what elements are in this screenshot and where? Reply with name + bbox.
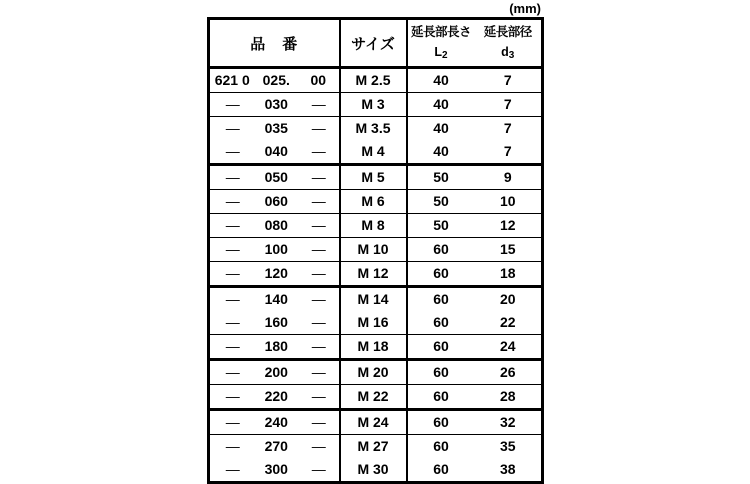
column-header-ext-length-label: 延長部長さ — [410, 24, 471, 39]
symbol-d-index: 3 — [508, 49, 515, 61]
table-row — [209, 165, 543, 190]
cell-part-number — [209, 360, 340, 385]
part-number-suffix: — — [311, 414, 325, 430]
part-number-code: 030 — [264, 96, 288, 112]
part-number-suffix: — — [311, 143, 325, 159]
part-number-group — [210, 288, 339, 311]
part-number-code: 040 — [264, 143, 288, 159]
column-header-ext-length-symbol — [408, 40, 475, 62]
cell-size: M 2.5 — [340, 68, 407, 93]
cell-ext-length: 60 — [407, 335, 475, 360]
cell-ext-length: 60 — [407, 311, 475, 335]
cell-part-number — [209, 385, 340, 410]
part-number-prefix: — — [225, 169, 239, 185]
cell-size: M 12 — [340, 262, 407, 287]
cell-size: M 18 — [340, 335, 407, 360]
part-number-suffix: — — [311, 314, 325, 330]
cell-ext-length: 60 — [407, 458, 475, 483]
column-header-ext-length — [407, 19, 475, 68]
part-number-suffix: — — [311, 291, 325, 307]
table-row — [209, 93, 543, 117]
part-number-suffix: — — [311, 120, 325, 136]
part-number-group — [210, 69, 339, 92]
part-number-code: 120 — [264, 265, 288, 281]
cell-ext-length: 50 — [407, 165, 475, 190]
cell-ext-diameter: 28 — [475, 385, 543, 410]
cell-ext-length: 50 — [407, 214, 475, 238]
part-number-suffix: — — [311, 217, 325, 233]
part-number-code: 300 — [264, 461, 288, 477]
part-number-group — [210, 93, 339, 116]
part-number-code: 035 — [264, 120, 288, 136]
cell-part-number — [209, 93, 340, 117]
cell-size: M 24 — [340, 410, 407, 435]
part-number-prefix: — — [225, 265, 239, 281]
part-number-code: 050 — [264, 169, 288, 185]
cell-ext-diameter: 9 — [475, 165, 543, 190]
part-number-code: 200 — [264, 364, 288, 380]
part-number-prefix: — — [225, 438, 239, 454]
part-number-prefix: — — [225, 241, 239, 257]
cell-ext-diameter: 7 — [475, 140, 543, 165]
part-number-suffix: — — [311, 96, 325, 112]
cell-ext-diameter: 10 — [475, 190, 543, 214]
table-row — [209, 385, 543, 410]
cell-part-number — [209, 190, 340, 214]
part-number-suffix: — — [311, 265, 325, 281]
cell-ext-length: 60 — [407, 410, 475, 435]
column-header-ext-diameter-symbol — [475, 40, 542, 62]
cell-part-number — [209, 287, 340, 312]
cell-part-number — [209, 68, 340, 93]
cell-ext-length: 60 — [407, 238, 475, 262]
cell-part-number — [209, 238, 340, 262]
table-header-row — [209, 19, 543, 68]
cell-ext-diameter: 7 — [475, 68, 543, 93]
cell-size: M 14 — [340, 287, 407, 312]
cell-ext-length: 60 — [407, 287, 475, 312]
part-number-suffix: — — [311, 193, 325, 209]
cell-part-number — [209, 117, 340, 141]
cell-ext-length: 40 — [407, 68, 475, 93]
table-row — [209, 190, 543, 214]
part-number-prefix: — — [225, 120, 239, 136]
table-row — [209, 458, 543, 483]
cell-part-number — [209, 458, 340, 483]
part-number-group — [210, 214, 339, 237]
part-number-code: 270 — [264, 438, 288, 454]
table-row — [209, 410, 543, 435]
part-number-suffix: 00 — [310, 72, 327, 88]
cell-ext-length: 60 — [407, 360, 475, 385]
cell-part-number — [209, 214, 340, 238]
part-number-group — [210, 190, 339, 213]
part-number-prefix: 621 0 — [214, 72, 250, 88]
cell-ext-length: 60 — [407, 262, 475, 287]
column-header-part-number: 品 番 — [209, 19, 340, 68]
table-body — [209, 68, 543, 483]
part-number-group — [210, 166, 339, 189]
cell-ext-diameter: 35 — [475, 435, 543, 459]
cell-size: M 3 — [340, 93, 407, 117]
part-number-code: 160 — [264, 314, 288, 330]
cell-size: M 16 — [340, 311, 407, 335]
table-header — [209, 19, 543, 68]
table-row — [209, 238, 543, 262]
table-row — [209, 360, 543, 385]
cell-ext-diameter: 7 — [475, 117, 543, 141]
cell-ext-diameter: 38 — [475, 458, 543, 483]
table-row — [209, 140, 543, 165]
table-row — [209, 435, 543, 459]
cell-ext-diameter: 12 — [475, 214, 543, 238]
part-number-prefix: — — [225, 291, 239, 307]
part-number-suffix: — — [311, 364, 325, 380]
cell-size: M 3.5 — [340, 117, 407, 141]
cell-size: M 5 — [340, 165, 407, 190]
part-number-code: 220 — [264, 388, 288, 404]
part-number-group — [210, 117, 339, 140]
cell-size: M 4 — [340, 140, 407, 165]
part-number-group — [210, 385, 339, 408]
part-number-suffix: — — [311, 388, 325, 404]
cell-ext-diameter: 18 — [475, 262, 543, 287]
symbol-d: d — [501, 44, 509, 59]
cell-part-number — [209, 140, 340, 165]
cell-ext-length: 40 — [407, 93, 475, 117]
cell-ext-diameter: 26 — [475, 360, 543, 385]
part-number-code: 025. — [262, 72, 290, 88]
cell-ext-length: 60 — [407, 385, 475, 410]
part-number-suffix: — — [311, 241, 325, 257]
part-number-group — [210, 311, 339, 334]
cell-ext-diameter: 7 — [475, 93, 543, 117]
part-number-suffix: — — [311, 461, 325, 477]
spec-table-container — [207, 17, 541, 484]
part-number-prefix: — — [225, 143, 239, 159]
part-number-code: 100 — [264, 241, 288, 257]
unit-note: (mm) — [509, 1, 541, 16]
part-number-code: 080 — [264, 217, 288, 233]
table-row — [209, 214, 543, 238]
column-header-size: サイズ — [340, 19, 407, 68]
cell-part-number — [209, 410, 340, 435]
cell-ext-diameter: 15 — [475, 238, 543, 262]
table-row — [209, 117, 543, 141]
part-number-prefix: — — [225, 314, 239, 330]
part-number-group — [210, 411, 339, 434]
cell-ext-length: 40 — [407, 140, 475, 165]
part-number-code: 060 — [264, 193, 288, 209]
part-number-suffix: — — [311, 438, 325, 454]
part-number-prefix: — — [225, 364, 239, 380]
symbol-l: L — [434, 44, 443, 59]
cell-size: M 22 — [340, 385, 407, 410]
cell-part-number — [209, 165, 340, 190]
part-number-prefix: — — [225, 96, 239, 112]
part-number-group — [210, 335, 339, 358]
cell-part-number — [209, 435, 340, 459]
cell-ext-diameter: 24 — [475, 335, 543, 360]
cell-size: M 8 — [340, 214, 407, 238]
cell-size: M 30 — [340, 458, 407, 483]
table-row — [209, 68, 543, 93]
cell-size: M 20 — [340, 360, 407, 385]
part-number-suffix: — — [311, 338, 325, 354]
cell-part-number — [209, 311, 340, 335]
part-number-code: 140 — [264, 291, 288, 307]
part-number-prefix: — — [225, 414, 239, 430]
specification-table — [207, 17, 544, 484]
table-row — [209, 287, 543, 312]
part-number-group — [210, 238, 339, 261]
cell-ext-length: 50 — [407, 190, 475, 214]
part-number-prefix: — — [225, 217, 239, 233]
part-number-group — [210, 435, 339, 458]
cell-ext-diameter: 20 — [475, 287, 543, 312]
part-number-code: 240 — [264, 414, 288, 430]
part-number-group — [210, 458, 339, 481]
table-row — [209, 262, 543, 287]
part-number-suffix: — — [311, 169, 325, 185]
table-row — [209, 335, 543, 360]
cell-size: M 6 — [340, 190, 407, 214]
cell-part-number — [209, 262, 340, 287]
part-number-group — [210, 140, 339, 163]
cell-size: M 10 — [340, 238, 407, 262]
cell-part-number — [209, 335, 340, 360]
part-number-code: 180 — [264, 338, 288, 354]
part-number-prefix: — — [225, 193, 239, 209]
cell-ext-length: 40 — [407, 117, 475, 141]
part-number-prefix: — — [225, 388, 239, 404]
cell-ext-length: 60 — [407, 435, 475, 459]
part-number-prefix: — — [225, 338, 239, 354]
symbol-l-index: 2 — [442, 49, 448, 61]
cell-size: M 27 — [340, 435, 407, 459]
cell-ext-diameter: 22 — [475, 311, 543, 335]
table-row — [209, 311, 543, 335]
part-number-prefix: — — [225, 461, 239, 477]
column-header-ext-diameter-label: 延長部径 — [483, 24, 532, 39]
column-header-ext-diameter — [475, 19, 543, 68]
part-number-group — [210, 361, 339, 384]
part-number-group — [210, 262, 339, 285]
cell-ext-diameter: 32 — [475, 410, 543, 435]
